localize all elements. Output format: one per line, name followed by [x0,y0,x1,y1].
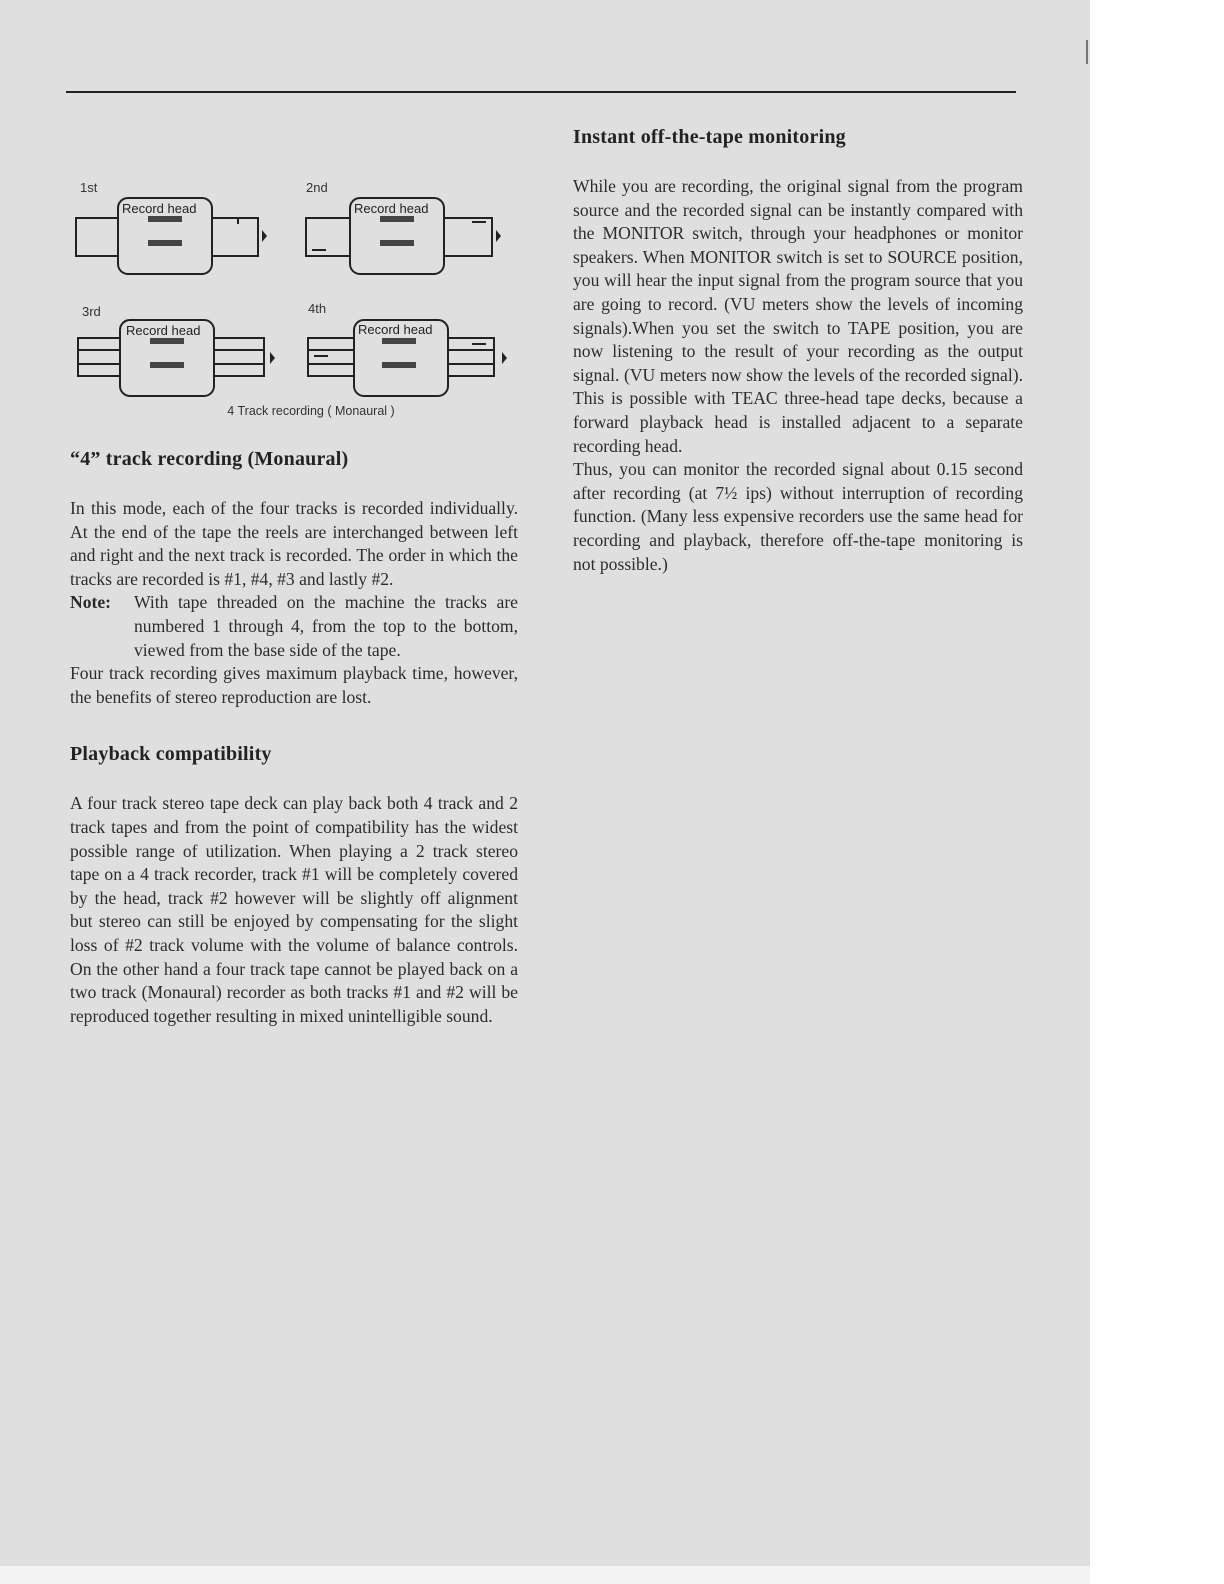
section-heading-monitoring: Instant off-the-tape monitoring [573,126,846,148]
section-heading-four-track: “4” track recording (Monaural) [70,448,349,470]
diagram-svg [66,172,526,412]
record-head-label-4: Record head [358,322,433,337]
record-head-label-2: Record head [354,201,429,216]
left-column [70,448,518,1028]
panel-order-4: 4th [308,301,327,316]
diagram-caption: 4 Track recording ( Monaural ) [227,404,395,418]
panel-order-2: 2nd [306,180,328,195]
page-margin-right [1090,0,1224,1584]
record-head-label-1: Record head [122,201,197,216]
panel-order-3: 3rd [82,304,101,319]
monitoring-paragraph-1: While you are recording, the original signal from the program source and the recorded signal can be instantly compared with the MONITOR switch, through your headphones or monitor speakers. When MONITOR switch is set to SOURCE position, you will hear the input signal from the program source that you are going to record. (VU meters show the levels of incoming signals).When you set the switch to TAPE position, you are now listening to the result of your recording as the output signal. (VU meters now show the levels of the recorded signal). This is possible with TEAC three-head tape decks, because a forward playback head is installed adjacent to a separate recording head. [573,176,1023,456]
track-recording-diagram [66,172,526,432]
monitoring-paragraph-2: Thus, you can monitor the recorded signal about 0.15 second after recording (at 7½ ips) without interruption of recording function. (Many less expensive recorders use the same head for recording and playback, therefore off-the-tape monitoring is not possible.) [573,459,1023,574]
page-margin-bottom [0,1566,1090,1584]
right-column [573,126,1023,576]
header-rule [66,91,1016,93]
panel-order-1: 1st [80,180,98,195]
scan-mark [1086,40,1088,64]
four-track-paragraph-1: In this mode, each of the four tracks is recorded individually. At the end of the tape the reels are interchanged between left and right and the next track is recorded. The order in which the tracks are recorded is #1, #4, #3 and lastly #2. [70,498,518,589]
record-head-label-3: Record head [126,323,201,338]
note-text: With tape threaded on the machine the tracks are numbered 1 through 4, from the top to the bottom, viewed from the base side of the tape. [134,592,518,660]
playback-paragraph: A four track stereo tape deck can play back both 4 track and 2 track tapes and from the point of compatibility has the widest possible range of utilization. When playing a 2 track stereo tape on a 4 track recorder, track #1 will be completely covered by the head, track #2 however will be slightly off alignment but stereo can still be enjoyed by compensating for the slight loss of #2 track volume with the volume of balance controls. On the other hand a four track tape cannot be played back on a two track (Monaural) recorder as both tracks #1 and #2 will be reproduced together resulting in mixed unintelligible sound. [70,793,518,1026]
note-label: Note: [70,592,112,613]
section-heading-playback: Playback compatibility [70,743,272,766]
four-track-paragraph-2: Four track recording gives maximum playback time, however, the benefits of stereo reproduction are lost. [70,663,518,707]
note-block [70,591,518,662]
